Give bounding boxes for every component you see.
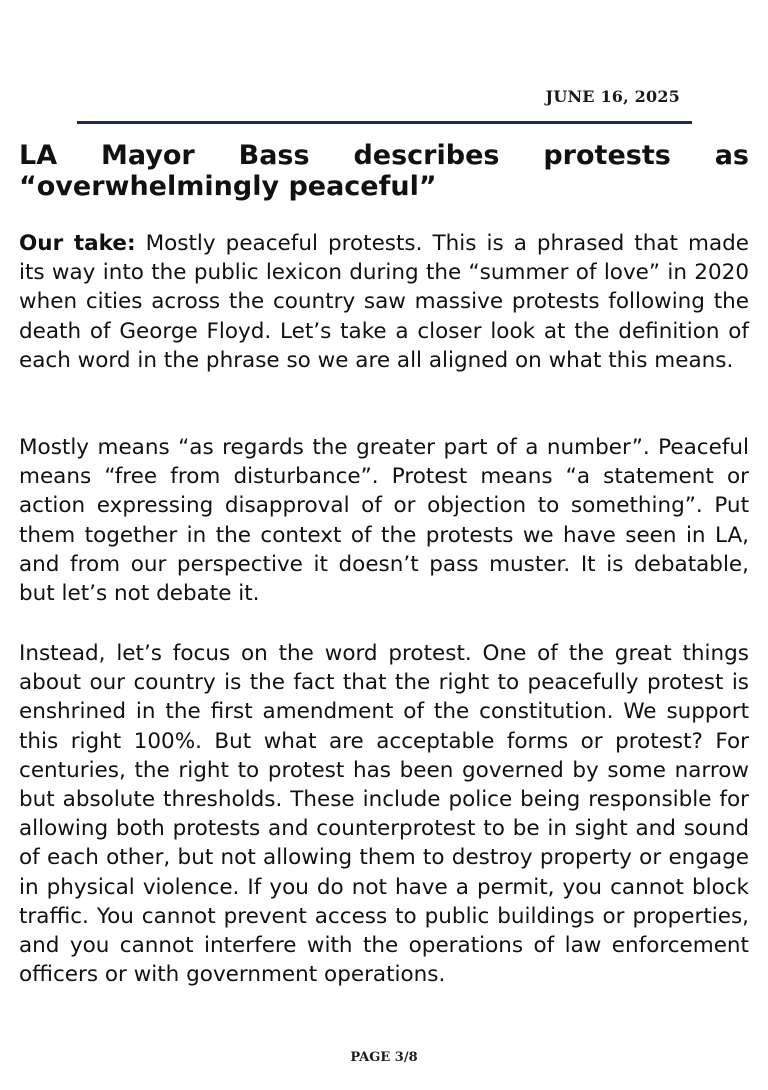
article-headline: LA Mayor Bass describes protests as “overwhelmingly peaceful” xyxy=(19,140,749,202)
paragraph-our-take xyxy=(19,229,749,375)
paragraph-definitions: Mostly means “as regards the greater part of a number”. Peaceful means “free from disturbance”. Protest means “a statement or action expressing disapproval of or objection to something”. Put them together in the context of the protests we have seen in LA, and from our perspective it doesn’t pass muster. It is debatable, but let’s not debate it. xyxy=(19,435,749,607)
page-number: PAGE 3/8 xyxy=(350,1050,418,1065)
paragraph-right-to-protest: Instead, let’s focus on the word protest. One of the great things about our country is the fact that the right to peacefully protest is enshrined in the first amendment of the constitution. We support this right 100%. But what are acceptable forms or protest? For centuries, the right to protest has been governed by some narrow but absolute thresholds. These include police being responsible for allowing both protests and counterprotest to be in sight and sound of each other, but not allowing them to destroy property or engage in physical violence. If you do not have a permit, you cannot block traffic. You cannot prevent access to public buildings or properties, and you cannot interfere with the operations of law enforcement officers or with government operations. xyxy=(19,641,749,988)
paragraph-our-take-text: Mostly peaceful protests. This is a phrased that made its way into the public lexicon during the “summer of love” in 2020 when cities across the country saw massive protests following the death of George Floyd. Let’s take a closer look at the definition of each word in the phrase so we are all aligned on what this means. xyxy=(19,231,749,373)
header-divider xyxy=(77,121,692,124)
article-date: JUNE 16, 2025 xyxy=(545,87,680,106)
our-take-label: Our take: xyxy=(19,231,136,256)
